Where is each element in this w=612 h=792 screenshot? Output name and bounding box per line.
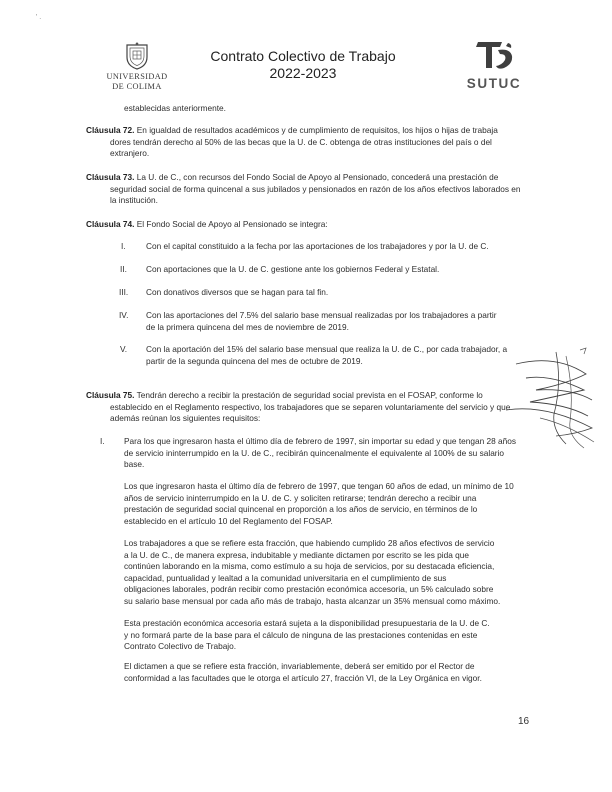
clause-74-label: Cláusula 74. — [86, 219, 135, 229]
clause-75-paragraph-5: El dictamen a que se refiere esta fracción, invariablemente, deberá ser emitido por el Rector de conformidad a las facultades que le otorga el artículo 27, fracción VI, de la Ley Orgánica en vigor. — [124, 661, 482, 683]
clause-74-item-4-number: IV. — [119, 310, 129, 320]
clause-73-line1: Cláusula 73. La U. de C., con recursos del Fondo Social de Apoyo al Pensionado, concederá una prestación de — [86, 172, 499, 182]
clause-74-item-4: Con las aportaciones del 7.5% del salario base mensual realizadas por los trabajadores a partir de la primera quincena del mes de noviembre de 2019. — [146, 310, 497, 332]
corner-mark: ' . — [36, 14, 42, 21]
clause-75-paragraph-4: Esta prestación económica accesoria estará sujeta a la disponibilidad presupuestaria de la U. de C. y no formará parte de la base para el cálculo de ninguna de las prestaciones contenidas en este Contrato Colectivo de Trabajo. — [124, 618, 490, 652]
handwritten-signature — [496, 344, 596, 456]
clause-74-intro: Cláusula 74. El Fondo Social de Apoyo al Pensionado se integra: — [86, 219, 328, 229]
clause-75-line3: además reúnan los siguientes requisitos: — [110, 413, 261, 424]
clause-75-paragraph-2: Los que ingresaron hasta el último día de febrero de 1997, que tengan 60 años de edad, un mínimo de 10 años de servicio ininterrumpido en la U. de C. y soliciten retirarse; tendrán derecho a recibir una prestación de seguridad social quincenal en proporción a los años de servicio, en términos de lo establecido en el artículo 10 del Reglamento del FOSAP. — [124, 481, 514, 526]
clause-74-item-2-number: II. — [120, 264, 127, 274]
title-line2: 2022-2023 — [269, 65, 337, 81]
page-number: 16 — [518, 716, 530, 727]
university-seal-icon — [125, 42, 149, 70]
clause-72-line1: Cláusula 72. En igualdad de resultados académicos y de cumplimiento de requisitos, los hijos o hijas de trabaja — [86, 125, 498, 135]
clause-73-label: Cláusula 73. — [86, 172, 135, 182]
clause-74-item-5: Con la aportación del 15% del salario base mensual que realiza la U. de C., por cada trabajador, a partir de la segunda quincena del mes de octubre de 2019. — [146, 344, 508, 366]
clause-75-fraction-number: I. — [100, 436, 105, 446]
university-name-line2: DE COLIMA — [112, 82, 162, 91]
clause-72-label: Cláusula 72. — [86, 125, 135, 135]
clause-74-item-1: Con el capital constituido a la fecha por las aportaciones de los trabajadores y por la U. de C. — [146, 241, 489, 251]
clause-72 — [86, 125, 536, 160]
clause-74-item-3: Con donativos diversos que se hagan para tal fin. — [146, 287, 329, 297]
clause-72-line2: dores tendrán derecho al 50% de las becas que la U. de C. obtenga de otras instituciones del país o del — [110, 136, 492, 147]
document-title — [198, 48, 408, 82]
university-logo — [104, 42, 170, 92]
sutuc-emblem-icon — [472, 38, 516, 74]
clause-73-line3: la institución. — [110, 195, 158, 206]
clause-74-item-2: Con aportaciones que la U. de C. gestione ante los gobiernos Federal y Estatal. — [146, 264, 440, 274]
title-line1: Contrato Colectivo de Trabajo — [210, 48, 396, 64]
clause-74-item-3-number: III. — [119, 287, 129, 297]
clause-75-paragraph-3: Los trabajadores a que se refiere esta fracción, que habiendo cumplido 28 años efectivos de servicio a la U. de C., de manera expresa, indubitable y mediante dictamen por escrito se les pida que continúen laborando en la misma, como estímulo a su hoja de servicios, por su destacada eficiencia, capacidad, puntualidad y lealtad a la comunidad universitaria en el cumplimiento de sus obligaciones laborales, podrán recibir como prestación económica accesoria, un 5% calculado sobre su salario base mensual por cada año más de trabajo, hasta alcanzar un 35% mensual como máximo. — [124, 538, 501, 606]
union-name: SUTUC — [466, 76, 522, 91]
university-name-line1: UNIVERSIDAD — [106, 72, 168, 81]
clause-72-line3: extranjero. — [110, 148, 150, 159]
clause-74-item-5-number: V. — [120, 344, 128, 354]
carryover-text: establecidas anteriormente. — [124, 103, 226, 113]
clause-73-line2: seguridad social de forma quincenal a sus jubilados y pensionados en razón de los años efectivos laborados en — [110, 183, 521, 194]
clause-75-line1: Cláusula 75. Tendrán derecho a recibir la prestación de seguridad social prevista en el FOSAP, conforme lo — [86, 390, 483, 400]
clause-75-intro — [86, 390, 536, 425]
clause-73 — [86, 172, 536, 207]
clause-74-item-1-number: I. — [121, 241, 126, 251]
clause-75-label: Cláusula 75. — [86, 390, 135, 400]
clause-75-paragraph-1: Para los que ingresaron hasta el último día de febrero de 1997, sin importar su edad y que tengan 28 años de servicio ininterrumpido en la U. de C., recibirán quincenalmente el equivalente al 100% de su salario base. — [124, 436, 517, 470]
clause-75-line2: establecido en el Reglamento respectivo, los trabajadores que se separen voluntariamente del servicio y que — [110, 401, 511, 412]
union-logo — [462, 38, 526, 91]
